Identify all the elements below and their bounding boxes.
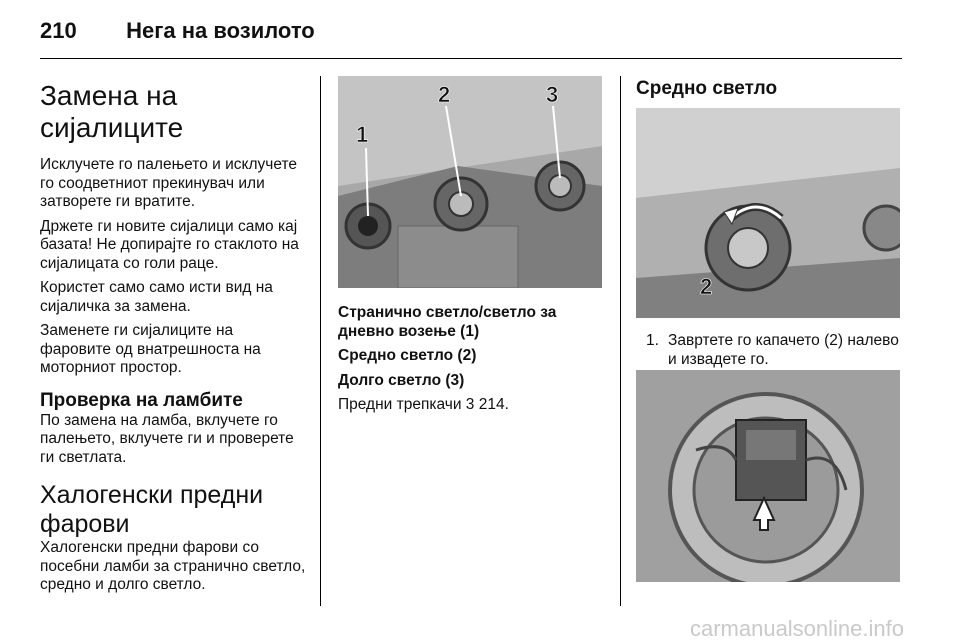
paragraph: Држете ги новите сијалици само кај базата! Не допирајте го стаклото на сијалицата со голи раце.	[40, 217, 299, 272]
paragraph: Исклучете го палењето и исклучете го соодветниот прекинувач или затворете ги вратите.	[40, 156, 297, 210]
caption-side-light: Странично светло/светло за дневно возење (1)	[338, 304, 557, 340]
header-rule	[40, 58, 902, 59]
caption-low-beam: Средно светло (2)	[338, 347, 477, 364]
page-title: Замена на сијалиците	[40, 80, 184, 143]
section-title: Нега на возилото	[126, 18, 315, 43]
paragraph: Халогенски предни фарови со посебни ламби за странично светло, средно и долго светло.	[40, 539, 306, 593]
column-2-text	[338, 304, 604, 421]
page-header	[40, 18, 315, 44]
figure-label-1: 1	[356, 122, 369, 147]
page-number: 210	[40, 18, 77, 43]
step-item	[646, 332, 902, 369]
reference-arrow-icon: 3	[465, 396, 475, 413]
paragraph: По замена на ламба, вклучете го палењето, вклучете ги и проверете ги светлата.	[40, 411, 294, 466]
column-divider	[620, 76, 621, 606]
figure-label-2: 2	[700, 274, 713, 299]
paragraph: Користет само само исти вид на сијаличка за замена.	[40, 279, 273, 315]
figure-label-2: 2	[438, 82, 451, 107]
column-divider	[320, 76, 321, 606]
subheading-lamp-check: Проверка на ламбите	[40, 389, 243, 411]
caption-high-beam: Долго светло (3)	[338, 371, 465, 389]
headlamp-bulbs-figure	[338, 76, 602, 288]
step-number: 1.	[646, 332, 659, 349]
subheading-halogen: Халогенски предни фарови	[40, 481, 264, 538]
watermark: carmanualsonline.info	[689, 616, 904, 641]
bulb-removal-figure	[636, 370, 900, 582]
figure-label-3: 3	[546, 82, 559, 107]
column-3-heading	[636, 78, 902, 100]
column-3-steps	[646, 332, 902, 369]
low-beam-cap-figure	[636, 108, 900, 318]
step-text: Завртете го капачето (2) налево и извадете го.	[668, 332, 899, 368]
reference-turn-signals: Предни трепкачи 3 214.	[338, 396, 509, 413]
low-beam-heading: Средно светло	[636, 78, 778, 99]
paragraph: Заменете ги сијалиците на фаровите од внатрешноста на моторниот простор.	[40, 322, 261, 376]
column-1	[40, 80, 308, 601]
